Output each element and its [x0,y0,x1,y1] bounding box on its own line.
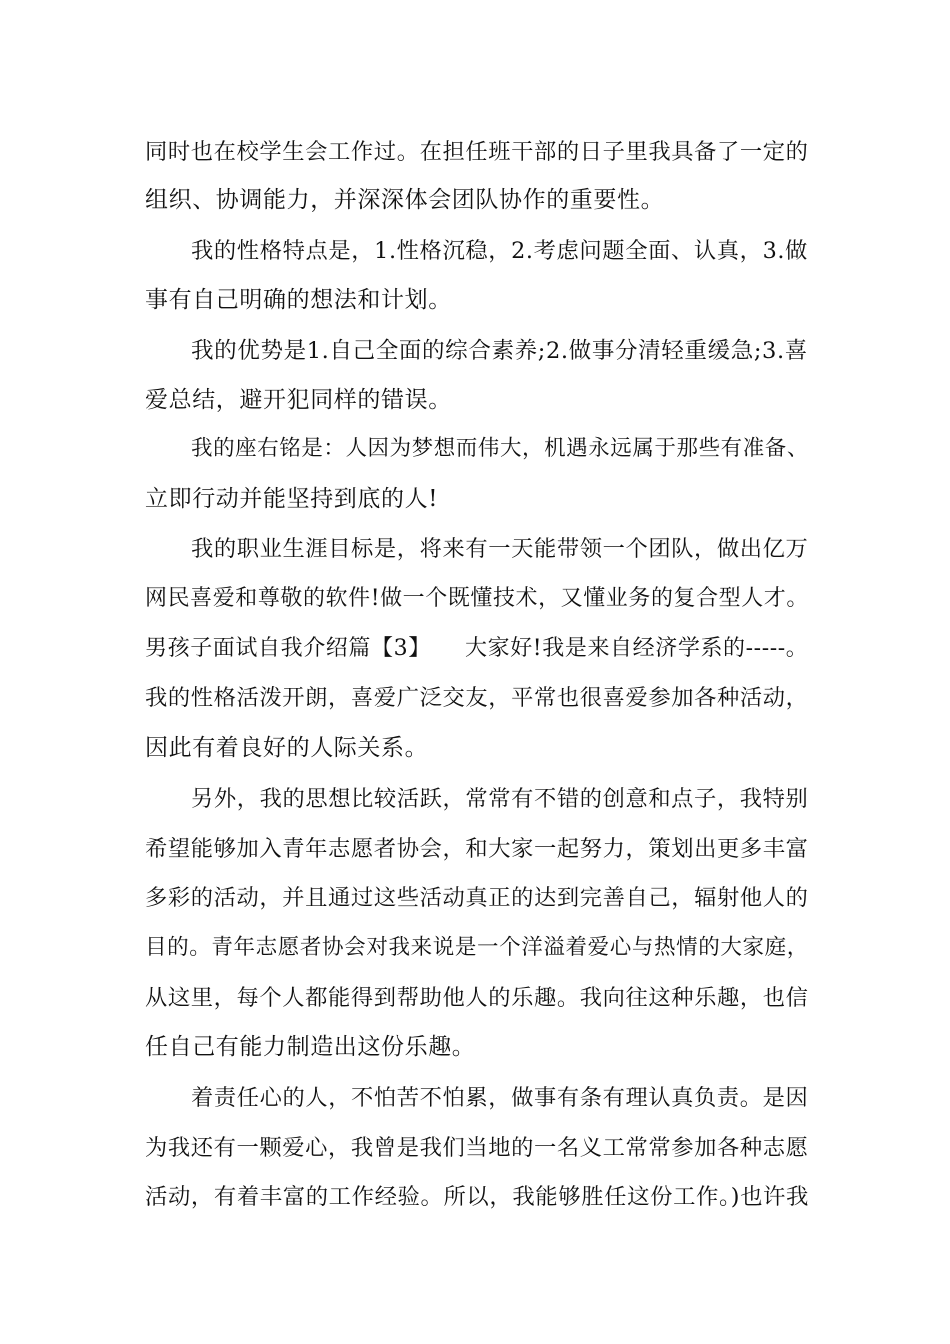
section-heading-line: 男孩子面试自我介绍篇【3】 大家好!我是来自经济学系的-----。 [145,636,809,661]
text-line: 活动，有着丰富的工作经验。所以，我能够胜任这份工作。)也许我 [145,1184,809,1210]
text-line: 组织、协调能力，并深深体会团队协作的重要性。 [145,187,665,213]
text-line: 希望能够加入青年志愿者协会，和大家一起努力，策划出更多丰富 [145,836,809,862]
text-line: 多彩的活动，并且通过这些活动真正的达到完善自己，辐射他人的 [145,885,809,911]
text-line: 为我还有一颗爱心，我曾是我们当地的一名义工常常参加各种志愿 [145,1135,809,1161]
paragraph-first-line: 着责任心的人，不怕苦不怕累，做事有条有理认真负责。是因 [191,1085,809,1111]
text-line: 任自己有能力制造出这份乐趣。 [145,1034,476,1060]
paragraph-first-line: 另外，我的思想比较活跃，常常有不错的创意和点子，我特别 [191,786,809,812]
text-line: 爱总结，避开犯同样的错误。 [145,387,452,413]
text-line: 网民喜爱和尊敬的软件!做一个既懂技术，又懂业务的复合型人才。 [145,586,809,611]
text-line: 事有自己明确的想法和计划。 [145,287,452,313]
text-line: 从这里，每个人都能得到帮助他人的乐趣。我向往这种乐趣，也信 [145,985,809,1011]
text-line: 我的性格活泼开朗，喜爱广泛交友，平常也很喜爱参加各种活动， [145,685,809,711]
text-line: 目的。青年志愿者协会对我来说是一个洋溢着爱心与热情的大家庭， [145,935,809,960]
paragraph-first-line: 我的性格特点是，1.性格沉稳，2.考虑问题全面、认真，3.做 [191,238,808,264]
paragraph-first-line: 我的座右铭是：人因为梦想而伟大，机遇永远属于那些有准备、 [191,436,809,461]
text-line: 立即行动并能坚持到底的人! [145,486,439,512]
paragraph-first-line: 我的优势是1.自己全面的综合素养;2.做事分清轻重缓急;3.喜 [191,338,808,364]
text-line: 因此有着良好的人际关系。 [145,735,429,761]
paragraph-first-line: 我的职业生涯目标是，将来有一天能带领一个团队，做出亿万 [191,536,809,562]
text-line: 同时也在校学生会工作过。在担任班干部的日子里我具备了一定的 [145,139,809,165]
